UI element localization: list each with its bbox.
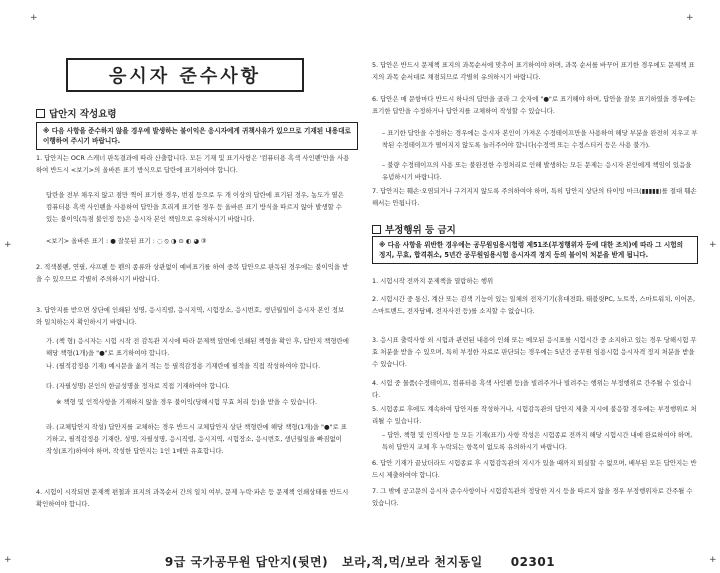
- registration-mark: +: [4, 240, 12, 250]
- section-title: 답안지 작성요령: [49, 109, 117, 120]
- list-item: 6. 답안은 매 문항마다 반드시 하나의 답만을 골라 그 숫자에 "●"로 표기해야 하며, 답안을 잘못 표기하였을 경우에는 표기한 답안을 수정하거나 답안지를 교체하여 작성할 수 있습니다.: [372, 95, 696, 115]
- list-item: 나. (필적감정용 기재) 예시문을 옮겨 적는 등 필적감정용 기재란에 필적을 직접 작성하여야 합니다.: [46, 362, 321, 370]
- list-item: 5. 답안은 반드시 문제책 표지의 과목순서에 맞추어 표기하여야 하며, 과목 순서를 바꾸어 표기한 경우에도 문제책 표지의 과목 순서대로 채점되므로 각별히 유의하시기 바랍니다.: [372, 61, 695, 81]
- registration-mark: +: [709, 240, 717, 250]
- list-item: – 답안, 책형 및 인적사항 등 모든 기재(표기) 사항 작성은 시험종료 전까지 해당 시험시간 내에 완료하여야 하며, 특히 답안지 교체 후 누락되는 항목이 없도록 유의하시기 바랍니다.: [382, 431, 693, 451]
- list-item: 1. 답안지는 OCR 스캐너 판독결과에 따라 산출합니다. 모든 기재 및 표기사항은 '컴퓨터용 흑색 사인펜'만을 사용하여 반드시 <보기>의 올바른 표기 방식으로 답란에 표기하여야 합니다.: [36, 154, 350, 174]
- list-item: 7. 답안지는 훼손·오염되거나 구겨지지 않도록 주의하여야 하며, 특히 답안지 상단의 타이밍 마크(▮▮▮▮▮)를 절대 훼손해서는 안됩니다.: [372, 187, 697, 207]
- list-item: 7. 그 밖에 공고문의 응시자 준수사항이나 시험감독관의 정당한 지시 등을 따르지 않을 경우 부정행위자로 간주될 수 있습니다.: [372, 487, 693, 507]
- list-item: 답란을 전부 채우지 않고 점만 찍어 표기한 경우, 번짐 등으로 두 개 이상의 답란에 표기된 경우, 농도가 옅은 컴퓨터용 흑색 사인펜을 사용하여 답안을 흐리게 표기한 경우 등 올바른 표기 방식을 따르지 않아 발생할 수 있는 불이익(득점 불인정 등)은 응시자 본인 책임으로 유의하시기 바랍니다.: [46, 191, 344, 223]
- list-item: 1. 시험시작 전까지 문제책을 열람하는 행위: [372, 277, 494, 285]
- notice-box: ※ 다음 사항을 위반한 경우에는 공무원임용시험령 제51조(부정행위자 등에 대한 조치)에 따라 그 시험의 정지, 무효, 합격취소, 5년간 공무원임용시험 응시자격 정지 등의 불이익 처분을 받게 됩니다.: [372, 236, 698, 264]
- list-item: 2. 시험시간 중 통신, 계산 또는 검색 기능이 있는 일체의 전자기기(휴대전화, 태블릿PC, 노트북, 스마트워치, 이어폰, 스마트밴드, 전자담배, 전자사전 등)를 소지할 수 없습니다.: [372, 295, 695, 315]
- list-item: 4. 시험이 시작되면 문제책 편철과 표지의 과목순서 간의 일치 여부, 문제 누락·파손 등 문제책 인쇄상태를 반드시 확인하여야 합니다.: [36, 488, 349, 508]
- list-item: 4. 시험 중 물품(수정테이프, 컴퓨터용 흑색 사인펜 등)을 빌려주거나 빌려주는 행위는 부정행위로 간주될 수 있습니다.: [372, 379, 692, 399]
- section-heading-answer-sheet: [36, 106, 117, 120]
- list-item: 가. (책 형) 응시자는 시험 시작 전 감독관 지시에 따라 문제책 앞면에 인쇄된 책형을 확인 후, 답안지 책형란에 해당 책형(1개)을 "●"로 표기하여야 합니다.: [46, 337, 349, 357]
- list-item: ※ 책형 및 인적사항을 기재하지 않을 경우 불이익(당해시험 무효 처리 등)을 받을 수 있습니다.: [56, 398, 318, 406]
- list-item: 3. 답안지를 받으면 상단에 인쇄된 성명, 응시직렬, 응시지역, 시험장소, 응시번호, 생년월일이 응시자 본인 정보와 일치하는지 확인하시기 바랍니다.: [36, 306, 345, 326]
- square-bullet-icon: [36, 109, 45, 118]
- registration-mark: +: [686, 13, 694, 23]
- section-title: 부정행위 등 금지: [385, 225, 456, 236]
- list-item: 6. 답안 기재가 끝났더라도 시험종료 후 시험감독관의 지시가 있을 때까지 퇴실할 수 없으며, 배부된 모든 답안지는 반드시 제출하여야 합니다.: [372, 459, 697, 479]
- list-item: 5. 시험종료 후에도 계속하여 답안지를 작성하거나, 시험감독관의 답안지 제출 지시에 불응할 경우에는 부정행위로 처리될 수 있습니다.: [372, 405, 697, 425]
- registration-mark: +: [709, 555, 717, 565]
- registration-mark: +: [30, 13, 38, 23]
- section-heading-misconduct: [372, 222, 456, 236]
- square-bullet-icon: [372, 225, 381, 234]
- list-item: 2. 적색볼펜, 연필, 샤프펜 등 펜의 종류와 상관없이 예비표기를 하여 중복 답안으로 판독된 경우에는 불이익을 받을 수 있으므로 각별히 주의하시기 바랍니다.: [36, 263, 349, 283]
- registration-mark: +: [4, 555, 12, 565]
- list-item: 다. (자필성명) 본인의 한글성명을 정자로 직접 기재하여야 합니다.: [46, 382, 230, 390]
- list-item: 라. (교체답안지 작성) 답안지를 교체하는 경우 반드시 교체답안지 상단 책형란에 해당 책형(1개)을 "●"로 표기하고, 필적감정용 기재란, 성명, 자필성명, 응시직렬, 응시지역, 시험장소, 응시번호, 생년월일을 빠짐없이 작성(표기)하여야 하며, 작성한 답안지는 1인 1매만 유효합니다.: [46, 423, 347, 455]
- list-item: – 불량 수정테이프의 사용 또는 불완전한 수정처리로 인해 발생하는 모든 문제는 응시자 본인에게 책임이 있음을 유념하시기 바랍니다.: [382, 161, 692, 181]
- list-item: – 표기한 답안을 수정하는 경우에는 응시자 본인이 가져온 수정테이프만을 사용하여 해당 부분을 완전히 지우고 부착된 수정테이프가 떨어지지 않도록 눌러주어야 합니다(수정액 또는 수정스티커 등은 사용 불가).: [382, 129, 698, 149]
- sheet-footer: 9급 국가공무원 답안지(뒷면) 보라,적,먹/보라 천지동일 02301: [164, 555, 556, 569]
- example-marks: <보기> 올바른 표기 : ● 잘못된 표기 : ◌ ⦸ ◑ ⊙ ◐ ◕ ③: [46, 237, 207, 245]
- list-item: 3. 응시표 출력사항 외 시험과 관련된 내용이 인쇄 또는 메모된 응시표를 시험시간 중 소지하고 있는 경우 당해시험 무효 처분을 받을 수 있으며, 특히 부정한 자료로 판단되는 경우에는 5년간 공무원 임용시험 응시자격 정지 처분을 받을 수 있습니다.: [372, 336, 697, 368]
- page-title: 응시자 준수사항: [66, 58, 304, 92]
- notice-box: ※ 다음 사항을 준수하지 않을 경우에 발생하는 불이익은 응시자에게 귀책사유가 있으므로 기재된 내용대로 이행하여 주시기 바랍니다.: [36, 122, 358, 150]
